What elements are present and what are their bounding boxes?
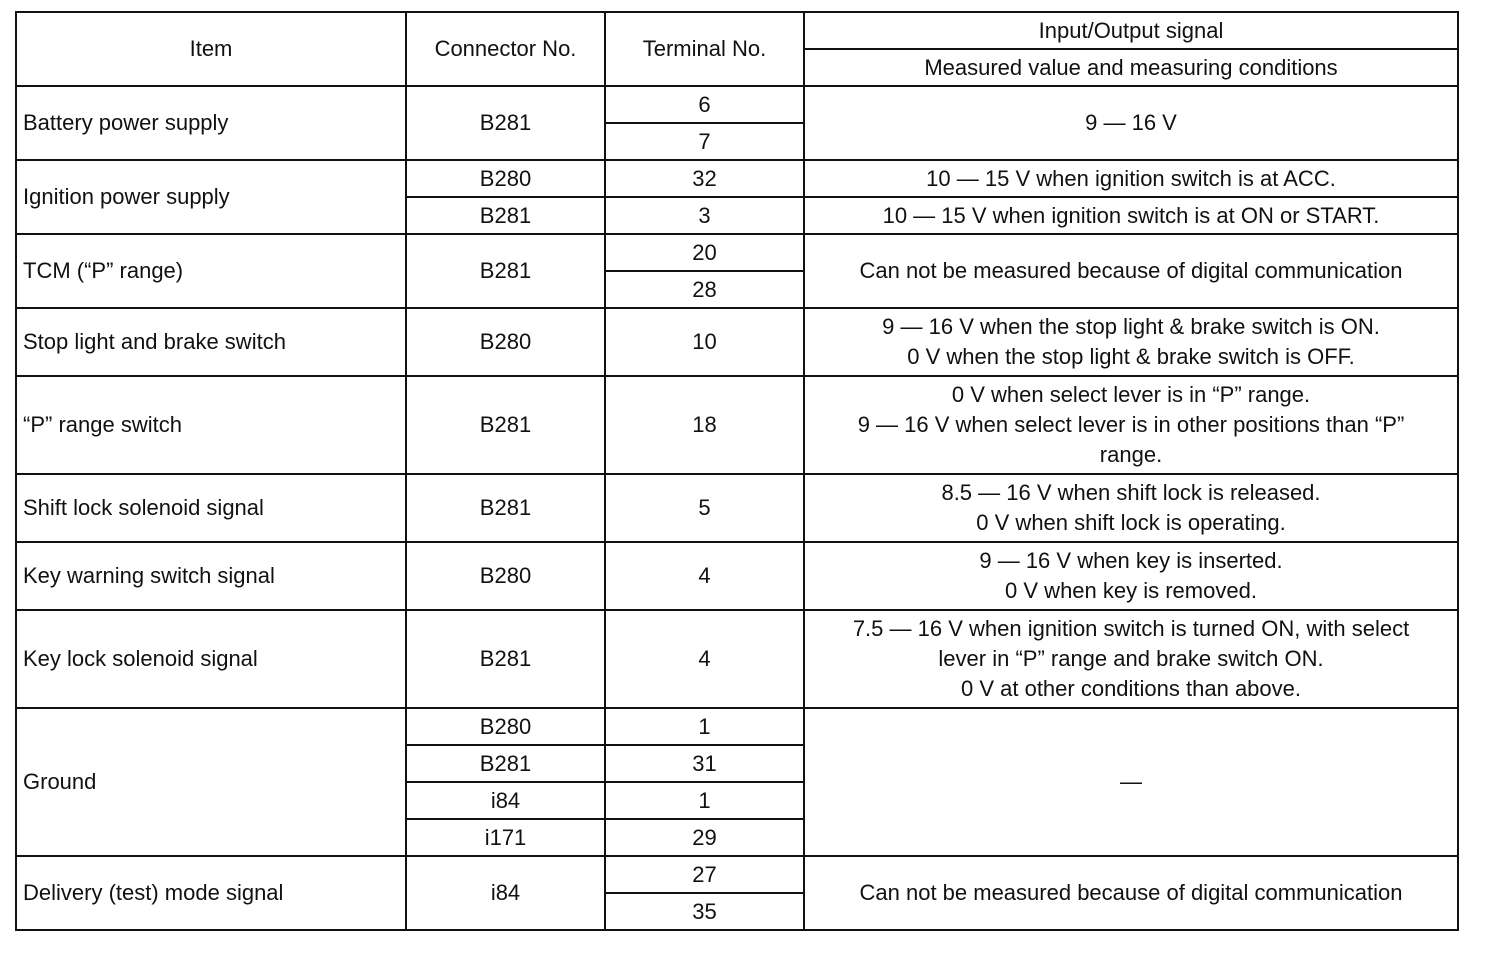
- value-keywarning: [804, 542, 1458, 610]
- table-row-delivery: [16, 856, 1458, 893]
- connector-ignition-2: B281: [406, 197, 605, 234]
- item-ignition: Ignition power supply: [16, 160, 406, 234]
- terminal-ignition-1: 32: [605, 160, 804, 197]
- value-ignition-2: 10 — 15 V when ignition switch is at ON or START.: [804, 197, 1458, 234]
- header-row: [16, 12, 1458, 49]
- value-ground: —: [804, 708, 1458, 856]
- connector-ground-2: B281: [406, 745, 605, 782]
- connector-ignition-1: B280: [406, 160, 605, 197]
- terminal-tcm-1: 20: [605, 234, 804, 271]
- terminal-keywarning: 4: [605, 542, 804, 610]
- value-keywarning-line-2: 0 V when key is removed.: [1005, 578, 1257, 603]
- item-tcm: TCM (“P” range): [16, 234, 406, 308]
- table-row-ignition: [16, 160, 1458, 197]
- item-prange: “P” range switch: [16, 376, 406, 474]
- connector-tcm: B281: [406, 234, 605, 308]
- value-ignition-1: 10 — 15 V when ignition switch is at ACC.: [804, 160, 1458, 197]
- table-row-shiftlock: [16, 474, 1458, 542]
- terminal-tcm-2: 28: [605, 271, 804, 308]
- connector-ground-3: i84: [406, 782, 605, 819]
- item-ground: Ground: [16, 708, 406, 856]
- value-battery: 9 — 16 V: [804, 86, 1458, 160]
- table-row-keywarning: [16, 542, 1458, 610]
- terminal-delivery-1: 27: [605, 856, 804, 893]
- connector-ground-1: B280: [406, 708, 605, 745]
- terminal-battery-2: 7: [605, 123, 804, 160]
- table-row-battery: [16, 86, 1458, 123]
- value-stoplight-line-1: 9 — 16 V when the stop light & brake switch is ON.: [882, 314, 1380, 339]
- terminal-stoplight: 10: [605, 308, 804, 376]
- terminal-ground-1: 1: [605, 708, 804, 745]
- value-shiftlock: [804, 474, 1458, 542]
- terminal-ground-2: 31: [605, 745, 804, 782]
- table-row-prange: [16, 376, 1458, 474]
- terminal-shiftlock: 5: [605, 474, 804, 542]
- table-row-keylock: [16, 610, 1458, 708]
- table-row-stoplight: [16, 308, 1458, 376]
- connector-keywarning: B280: [406, 542, 605, 610]
- header-io-signal: Input/Output signal: [804, 12, 1458, 49]
- terminal-ground-3: 1: [605, 782, 804, 819]
- value-tcm: Can not be measured because of digital communication: [804, 234, 1458, 308]
- terminal-delivery-2: 35: [605, 893, 804, 930]
- item-shiftlock: Shift lock solenoid signal: [16, 474, 406, 542]
- header-terminal: Terminal No.: [605, 12, 804, 86]
- header-measured: Measured value and measuring conditions: [804, 49, 1458, 86]
- connector-ground-4: i171: [406, 819, 605, 856]
- header-connector: Connector No.: [406, 12, 605, 86]
- value-shiftlock-line-2: 0 V when shift lock is operating.: [976, 510, 1286, 535]
- table-row-ground: [16, 708, 1458, 745]
- connector-delivery: i84: [406, 856, 605, 930]
- io-signal-table: [15, 11, 1459, 931]
- connector-keylock: B281: [406, 610, 605, 708]
- item-keywarning: Key warning switch signal: [16, 542, 406, 610]
- terminal-prange: 18: [605, 376, 804, 474]
- value-delivery: Can not be measured because of digital communication: [804, 856, 1458, 930]
- value-keywarning-line-1: 9 — 16 V when key is inserted.: [979, 548, 1283, 573]
- value-prange: [804, 376, 1458, 474]
- item-stoplight: Stop light and brake switch: [16, 308, 406, 376]
- connector-battery: B281: [406, 86, 605, 160]
- item-keylock: Key lock solenoid signal: [16, 610, 406, 708]
- header-item: Item: [16, 12, 406, 86]
- table-row-tcm: [16, 234, 1458, 271]
- item-battery: Battery power supply: [16, 86, 406, 160]
- value-keylock-line-3: 0 V at other conditions than above.: [960, 676, 1301, 701]
- value-shiftlock-line-1: 8.5 — 16 V when shift lock is released.: [941, 480, 1321, 505]
- value-prange-line-3: range.: [1099, 442, 1163, 467]
- value-stoplight-line-2: 0 V when the stop light & brake switch is OFF.: [907, 344, 1355, 369]
- terminal-ground-4: 29: [605, 819, 804, 856]
- connector-shiftlock: B281: [406, 474, 605, 542]
- value-keylock-line-2: lever in “P” range and brake switch ON.: [938, 646, 1324, 671]
- value-keylock-line-1: 7.5 — 16 V when ignition switch is turned ON, with select: [852, 616, 1410, 641]
- connector-stoplight: B280: [406, 308, 605, 376]
- terminal-keylock: 4: [605, 610, 804, 708]
- value-stoplight: [804, 308, 1458, 376]
- value-prange-line-1: 0 V when select lever is in “P” range.: [951, 382, 1311, 407]
- item-delivery: Delivery (test) mode signal: [16, 856, 406, 930]
- connector-prange: B281: [406, 376, 605, 474]
- value-keylock: [804, 610, 1458, 708]
- terminal-ignition-2: 3: [605, 197, 804, 234]
- value-prange-line-2: 9 — 16 V when select lever is in other positions than “P”: [857, 412, 1405, 437]
- terminal-battery-1: 6: [605, 86, 804, 123]
